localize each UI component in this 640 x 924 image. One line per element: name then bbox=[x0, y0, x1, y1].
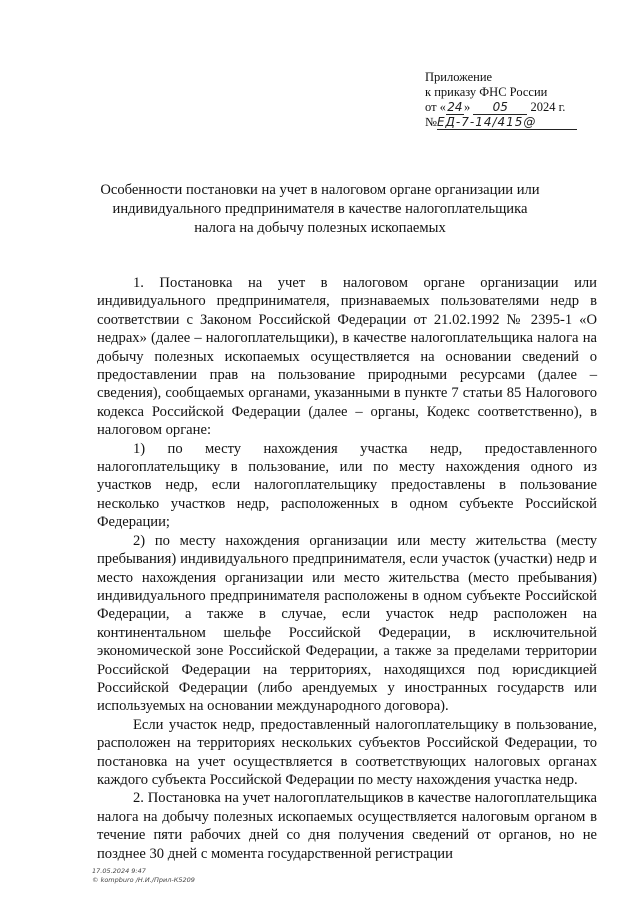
paragraph-1-note: Если участок недр, предоставленный налогоплательщику в пользование, расположен на территориях нескольких субъектов Российской Федерации, то постановка на учет осуществляется в соответствующих налоговых органах каждого субъекта Российской Федерации по месту нахождения участка недр. bbox=[97, 716, 597, 788]
footer-ref: © kompburo /Н.И./Прил-К5209 bbox=[92, 875, 195, 884]
paragraph-2: 2. Постановка на учет налогоплательщиков в качестве налогоплательщика налога на добычу полезных ископаемых осуществляется налоговым органом в течение пяти рабочих дней со дня получения сведений от органов, но не позднее 30 дней с момента государственной регистрации bbox=[97, 790, 597, 862]
number-prefix: № bbox=[425, 115, 437, 129]
document-title bbox=[70, 181, 570, 238]
title-line-1: Особенности постановки на учет в налоговом органе организации или bbox=[100, 182, 540, 198]
attachment-date bbox=[425, 100, 577, 115]
document-body bbox=[97, 274, 597, 863]
attachment-order-ref: к приказу ФНС России bbox=[425, 85, 548, 99]
date-month-handwritten: 05 bbox=[473, 101, 527, 115]
number-handwritten: ЕД-7-14/415@ bbox=[437, 116, 577, 130]
date-year: 2024 г. bbox=[530, 100, 566, 114]
attachment-number bbox=[425, 115, 577, 130]
date-day-handwritten: 24 bbox=[447, 100, 463, 114]
paragraph-1-1: 1) по месту нахождения участка недр, предоставленного налогоплательщику в пользование, или по месту нахождения одного из участков недр, если налогоплательщику предоставлены в пользование несколько участков недр, расположенных в одном субъекте Российской Федерации; bbox=[97, 440, 597, 531]
paragraph-1-2: 2) по месту нахождения организации или месту жительства (месту пребывания) индивидуального предпринимателя, если участок (участки) недр и место нахождения организации или место жительства (место пребывания) индивидуального предпринимателя расположены в одном субъекте Российской Федерации, а также в случае, если участок недр расположен на континентальном шельфе Российской Федерации, в исключительной экономической зоне Российской Федерации, а также за пределами территории Российской Федерации на территориях, находящихся под юрисдикцией Российской Федерации (либо арендуемых у иностранных государств или используемых на основании международного договора). bbox=[97, 532, 597, 715]
attachment-title: Приложение bbox=[425, 70, 493, 84]
date-mid: » bbox=[463, 100, 471, 114]
date-prefix: от « bbox=[425, 100, 446, 114]
footer-stamp bbox=[92, 867, 195, 884]
title-line-2: индивидуального предпринимателя в качестве налогоплательщика bbox=[112, 201, 528, 217]
paragraph-1: 1. Постановка на учет в налоговом органе организации или индивидуального предпринимателя, признаваемых пользователями недр в соответствии с Законом Российской Федерации от 21.02.1992 № 2395-1 «О недрах» (далее – налогоплательщики), в качестве налогоплательщика налога на добычу полезных ископаемых осуществляется на основании сведений о предоставлении прав на пользование природными ресурсами (далее – сведения), сообщаемых органами, указанными в пункте 7 статьи 85 Налогового кодекса Российской Федерации (далее – органы, Кодекс соответственно), в налоговом органе: bbox=[97, 275, 597, 439]
attachment-block bbox=[425, 70, 577, 130]
footer-timestamp: 17.05.2024 9:47 bbox=[92, 867, 146, 875]
title-line-3: налога на добычу полезных ископаемых bbox=[194, 220, 446, 236]
